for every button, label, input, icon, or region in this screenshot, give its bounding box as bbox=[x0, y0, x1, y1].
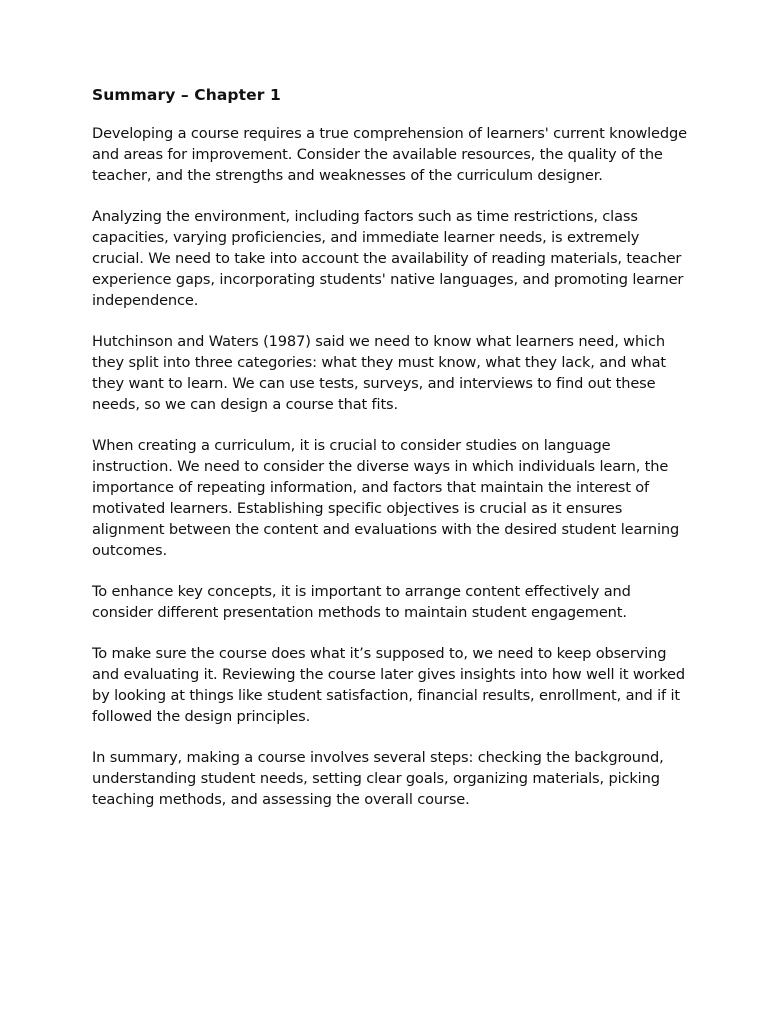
paragraph-curriculum-principles: When creating a curriculum, it is crucial to consider studies on language instruction. We need to consider the diverse ways in which individuals learn, the importance of repeating information, and factors that maintain the interest of motivated learners. Establishing specific objectives is crucial as it ensures alignment between the content and evaluations with the desired student learning outcomes. bbox=[92, 437, 680, 559]
document-page bbox=[92, 84, 688, 830]
document-title: Summary – Chapter 1 bbox=[92, 86, 281, 104]
paragraph-content-organization: To enhance key concepts, it is important to arrange content effectively and consider different presentation methods to maintain student engagement. bbox=[92, 583, 631, 621]
paragraph-course-development: Developing a course requires a true comprehension of learners' current knowledge and areas for improvement. Consider the available resources, the quality of the teacher, and the strengths and weaknesses of the curriculum designer. bbox=[92, 125, 687, 184]
paragraph-environment-analysis: Analyzing the environment, including factors such as time restrictions, class capacities, varying proficiencies, and immediate learner needs, is extremely crucial. We need to take into account the availability of reading materials, teacher experience gaps, incorporating students' native languages, and promoting learner independence. bbox=[92, 208, 684, 309]
paragraph-conclusion: In summary, making a course involves several steps: checking the background, understanding student needs, setting clear goals, organizing materials, picking teaching methods, and assessing the overall course. bbox=[92, 749, 664, 808]
paragraph-evaluation: To make sure the course does what it’s supposed to, we need to keep observing and evaluating it. Reviewing the course later gives insights into how well it worked by looking at things like student satisfaction, financial results, enrollment, and if it followed the design principles. bbox=[92, 645, 685, 725]
paragraph-needs-analysis: Hutchinson and Waters (1987) said we need to know what learners need, which they split into three categories: what they must know, what they lack, and what they want to learn. We can use tests, surveys, and interviews to find out these needs, so we can design a course that fits. bbox=[92, 333, 667, 413]
